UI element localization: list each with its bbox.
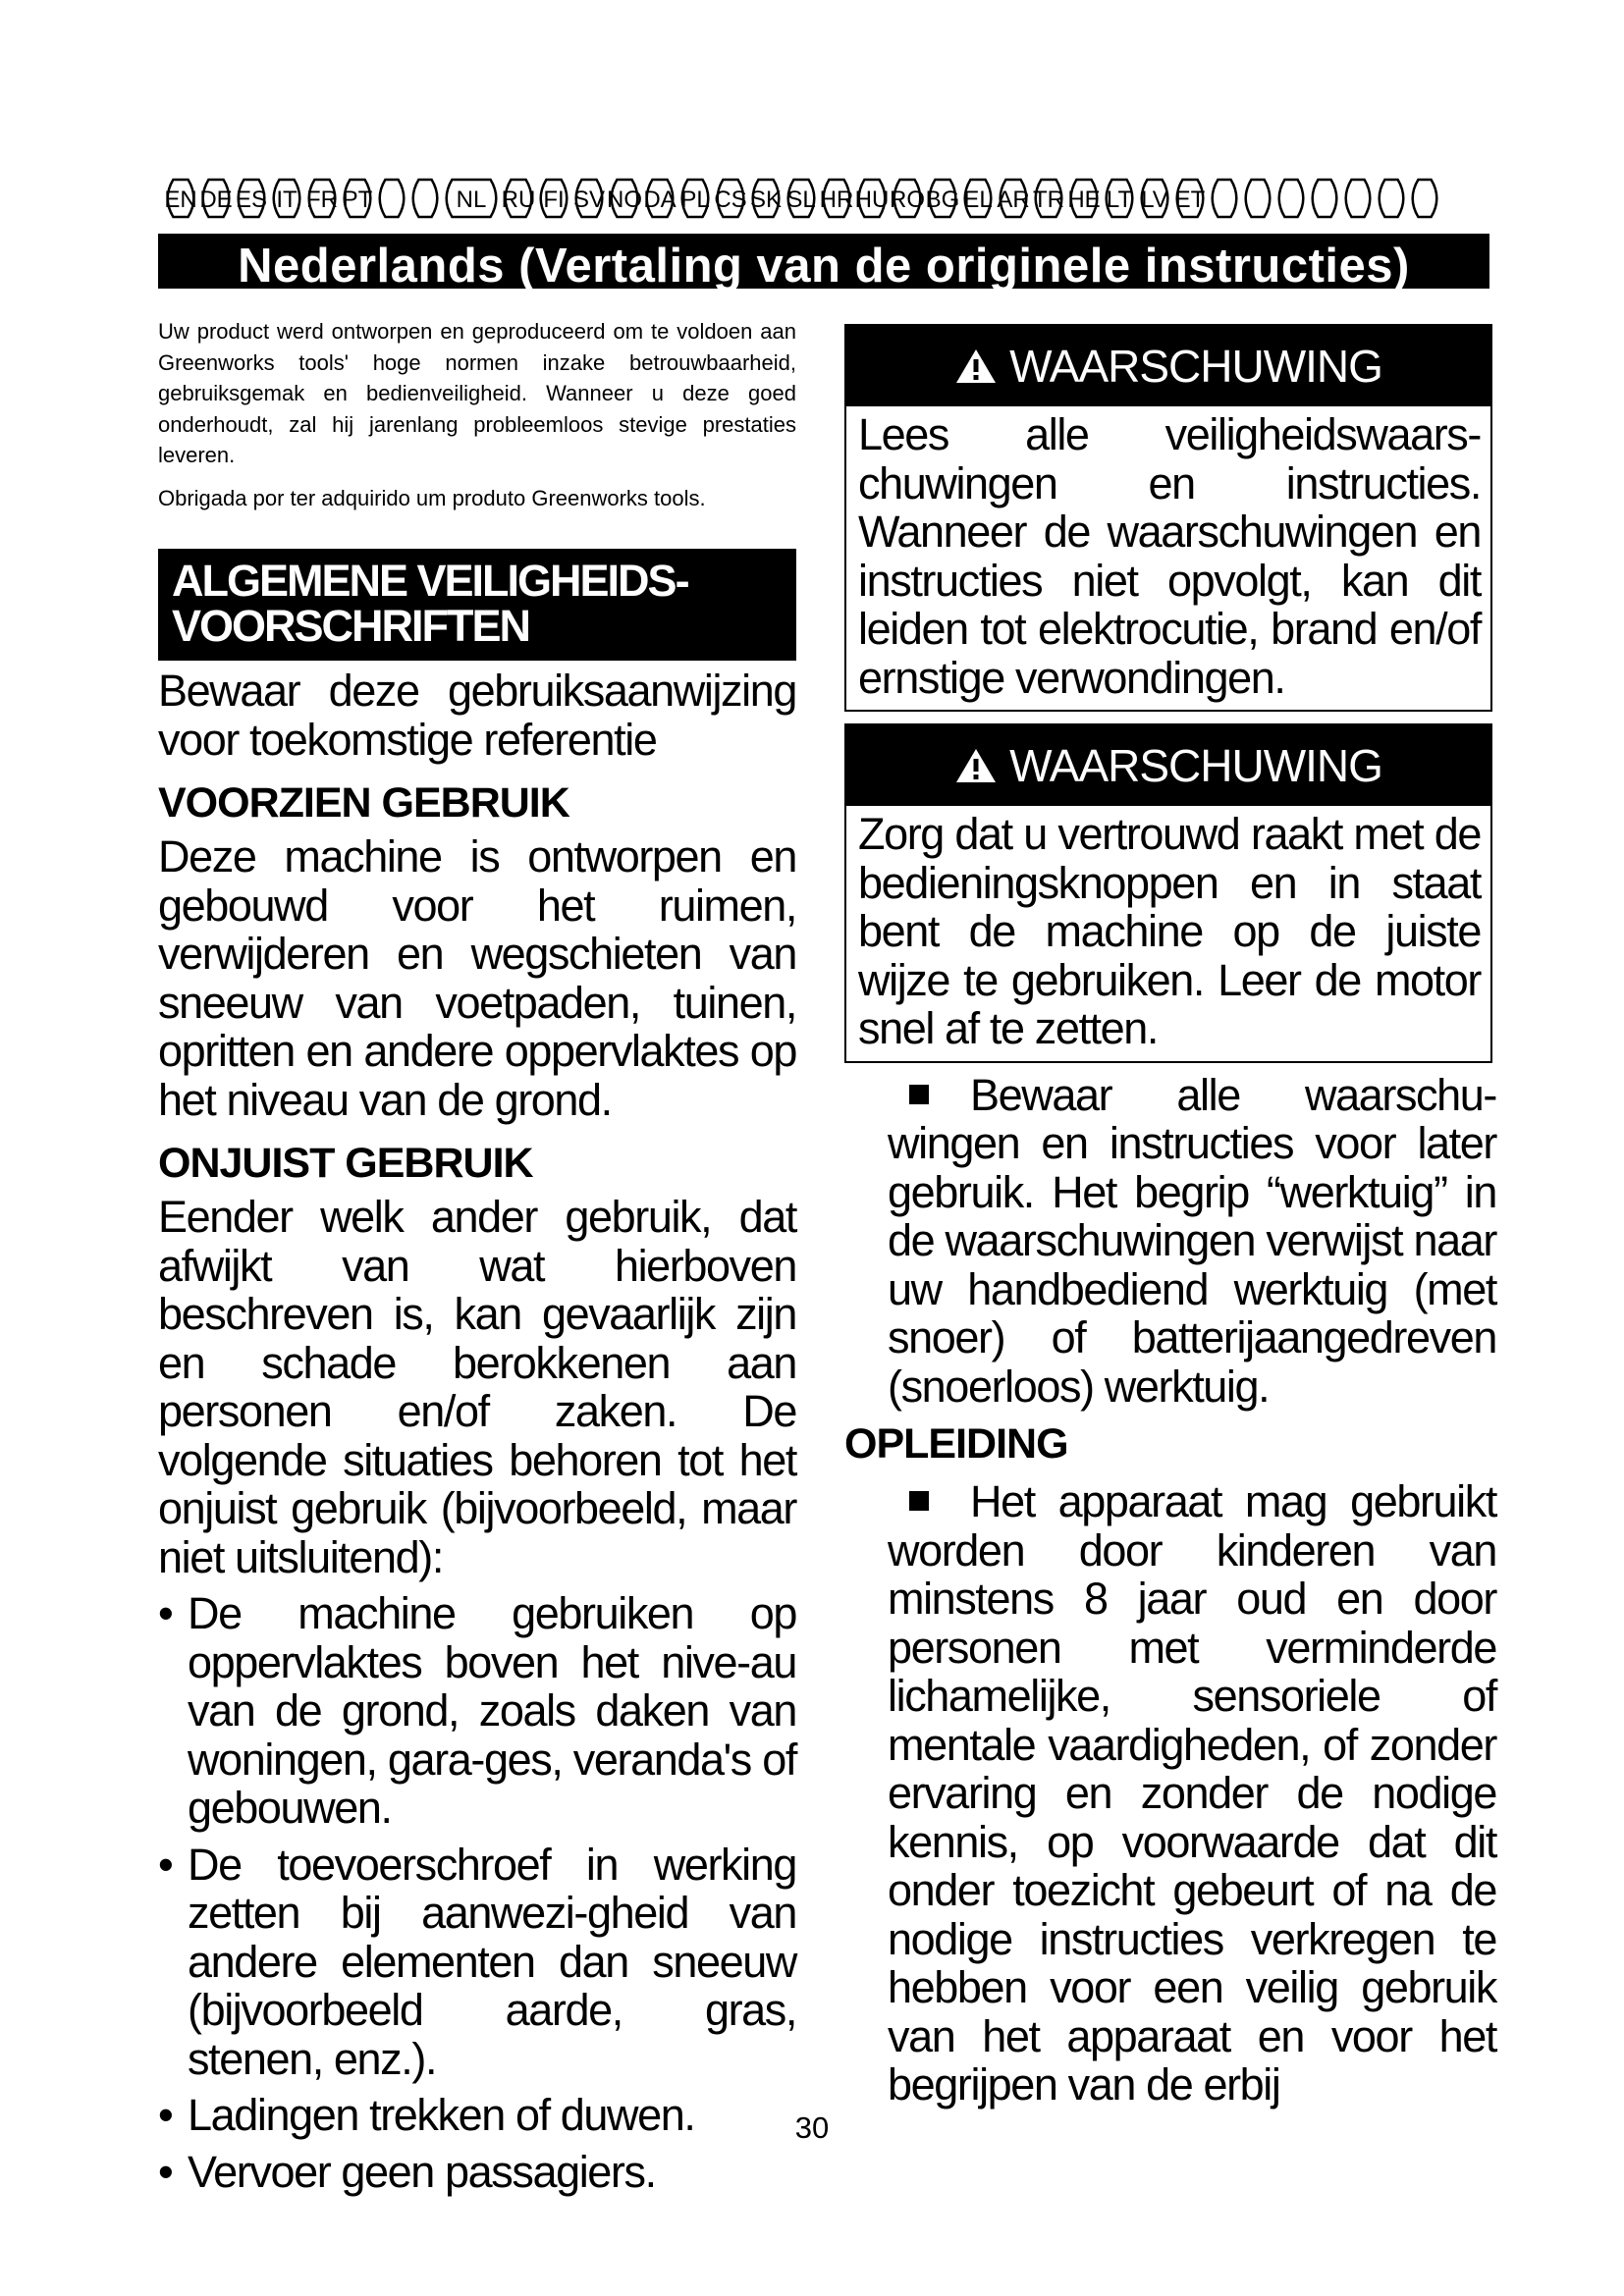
intro	[158, 316, 796, 513]
svg-text:IT: IT	[276, 187, 298, 213]
language-tab-es	[236, 180, 267, 217]
language-tab-en	[164, 180, 196, 217]
list-item: • Vervoer geen passagiers.	[158, 2146, 656, 2197]
language-tab-hr	[820, 180, 854, 217]
right-column	[844, 324, 1496, 2109]
list-item: • De machine gebruiken op oppervlaktes boven het nive-au van de grond, zoals daken van woningen, gara-ges, veranda's of gebouwen.	[158, 1588, 796, 1833]
svg-text:DA: DA	[643, 187, 677, 213]
language-tab-hu	[855, 180, 890, 217]
language-tab-blank	[1246, 180, 1271, 217]
svg-text:FR: FR	[306, 187, 338, 213]
warning-triangle-icon	[954, 347, 998, 385]
svg-text:AR: AR	[997, 187, 1030, 213]
svg-text:NL: NL	[456, 187, 487, 213]
svg-text:EN: EN	[164, 187, 197, 213]
intended-use-heading: VOORZIEN GEBRUIK	[158, 779, 569, 827]
svg-text:DE: DE	[199, 187, 233, 213]
svg-text:ET: ET	[1174, 187, 1206, 213]
warning-triangle-icon	[954, 747, 998, 784]
language-tab-no	[607, 180, 642, 217]
svg-text:SK: SK	[749, 187, 783, 213]
warning-header	[846, 326, 1490, 406]
square-bullet-icon	[909, 1491, 929, 1511]
language-tab-blank	[1279, 180, 1304, 217]
list-item: Het apparaat mag gebruikt worden door kinderen van minstens 8 jaar oud en door personen met verminderde lichamelijke, sensoriele of mentale vaardigheden, of zonder ervaring en zonder de nodige kennis, op voorwaarde dat dit onder toezicht gebeurt of na de nodige instructies verkregen te hebben voor een veilig gebruik van het apparaat en voor het begrijpen van de erbij	[888, 1476, 1496, 2109]
svg-text:HR: HR	[819, 187, 854, 213]
warning-box-1	[844, 324, 1492, 712]
language-tab-blank	[1313, 180, 1337, 217]
language-tab-de	[199, 180, 232, 217]
svg-text:TR: TR	[1033, 187, 1064, 213]
warning-header	[846, 725, 1490, 806]
svg-text:RO: RO	[890, 187, 925, 213]
warning-label: WAARSCHUWING	[1009, 740, 1382, 791]
svg-text:EL: EL	[963, 187, 993, 213]
language-tab-lt	[1107, 180, 1133, 217]
page-number: 30	[794, 2110, 830, 2145]
misuse-text: Eender welk ander gebruik, dat afwijkt van wat hierboven beschreven is, kan gevaarlijk zijn en schade berokkenen aan personen en/of zaken. De volgende situaties behoren tot het onjuist gebruik (bijvoorbeeld, maar niet uitsluitend):	[158, 1192, 796, 1582]
list-item: • Ladingen trekken of duwen.	[158, 2090, 695, 2140]
language-tab-he	[1067, 180, 1100, 217]
language-tab-da	[643, 180, 676, 217]
language-tab-cs	[714, 180, 746, 217]
language-tab-pt	[343, 180, 373, 217]
language-tab-blank	[1346, 180, 1371, 217]
intended-use-text: Deze machine is ontworpen en gebouwd voor het ruimen, verwijderen en wegschieten van sneeuw van voetpaden, tuinen, opritten en andere oppervlaktes op het niveau van de grond.	[158, 831, 796, 1125]
svg-text:HU: HU	[854, 187, 890, 213]
language-tab-blank	[1413, 180, 1437, 217]
svg-text:SL: SL	[786, 187, 816, 213]
warning-label: WAARSCHUWING	[1009, 341, 1382, 392]
bullet-icon: •	[158, 2146, 173, 2197]
training-heading: OPLEIDING	[844, 1420, 1068, 1468]
list-item: • De toevoerschroef in werking zetten bij aanwezi-gheid van andere elementen dan sneeuw (bijvoorbeeld aarde, gras, stenen, enz.).	[158, 1839, 796, 2084]
language-tab-ro	[890, 180, 925, 217]
svg-text:HE: HE	[1067, 187, 1101, 213]
svg-text:RU: RU	[501, 187, 536, 213]
language-tab-nl	[447, 180, 497, 217]
language-tab-et	[1175, 180, 1206, 217]
intro-thanks: Obrigada por ter adquirido um produto Greenworks tools.	[158, 485, 706, 510]
section-title-general-safety: ALGEMENE VEILIGHEIDS-VOORSCHRIFTEN	[158, 549, 796, 661]
misuse-list	[158, 1589, 796, 2196]
language-tab-sl	[786, 180, 815, 217]
language-tab-fi	[541, 180, 568, 217]
language-tab-sk	[750, 180, 782, 217]
warning-text: Zorg dat u vertrouwd raakt met de bedieningsknoppen en in staat bent de machine op de juiste wijze te gebruiken. Leer de motor snel af te zetten.	[858, 809, 1481, 1053]
language-tab-blank	[380, 180, 405, 217]
language-tab-tr	[1033, 180, 1064, 217]
bullet-icon: •	[158, 1839, 173, 1890]
svg-text:FI: FI	[543, 187, 565, 213]
language-tab-bg	[926, 180, 960, 217]
warning-text: Lees alle veiligheidswaars-chuwingen en instructies. Wanneer de waarschuwingen en instructies niet opvolgt, kan dit leiden tot elektrocutie, brand en/of ernstige verwondingen.	[858, 409, 1481, 703]
square-bullet-icon	[909, 1085, 929, 1104]
svg-text:NO: NO	[607, 187, 642, 213]
bullet-icon: •	[158, 1588, 173, 1638]
bullet-icon: •	[158, 2090, 173, 2140]
language-tab-sv	[573, 180, 605, 217]
svg-text:LV: LV	[1141, 187, 1168, 213]
language-tab-lv	[1141, 180, 1168, 217]
svg-text:LT: LT	[1106, 187, 1133, 213]
list-item: Bewaar alle waarschu-wingen en instructies voor later gebruik. Het begrip “werktuig” in de waarschuwingen verwijst naar uw handbediend werktuig (met snoer) of batterijaangedreven (snoerloos) werktuig.	[888, 1069, 1496, 1412]
svg-text:PL: PL	[680, 187, 710, 213]
svg-text:SV: SV	[572, 187, 606, 213]
language-tab-ar	[997, 180, 1029, 217]
left-column	[158, 316, 796, 2204]
keep-instructions-text: Bewaar deze gebruiksaanwijzing voor toekomstige referentie	[158, 666, 796, 765]
title-bar	[158, 234, 1489, 293]
svg-text:ES: ES	[235, 187, 268, 213]
language-tab-pl	[680, 180, 709, 217]
warning-box-2	[844, 723, 1492, 1063]
language-tab-ru	[502, 180, 536, 217]
language-tab-it	[274, 180, 300, 217]
language-tab-blank	[413, 180, 438, 217]
language-tab-el	[963, 180, 992, 217]
language-tab-blank	[1213, 180, 1237, 217]
misuse-heading: ONJUIST GEBRUIK	[158, 1140, 533, 1187]
page-title: Nederlands (Vertaling van de originele instructies)	[238, 240, 1410, 293]
intro-paragraph: Uw product werd ontworpen en geproduceerd om te voldoen aan Greenworks tools' hoge normen inzake betrouwbaarheid, gebruiksgemak en bedienveiligheid. Wanneer u deze goed onderhoudt, zal hij jarenlang probleemloos stevige prestaties leveren.	[158, 319, 796, 467]
svg-text:CS: CS	[714, 187, 747, 213]
svg-text:PT: PT	[342, 187, 373, 213]
language-tab-strip	[160, 177, 1495, 220]
language-tab-fr	[306, 180, 338, 217]
svg-text:BG: BG	[925, 187, 960, 213]
language-tab-blank	[1380, 180, 1404, 217]
